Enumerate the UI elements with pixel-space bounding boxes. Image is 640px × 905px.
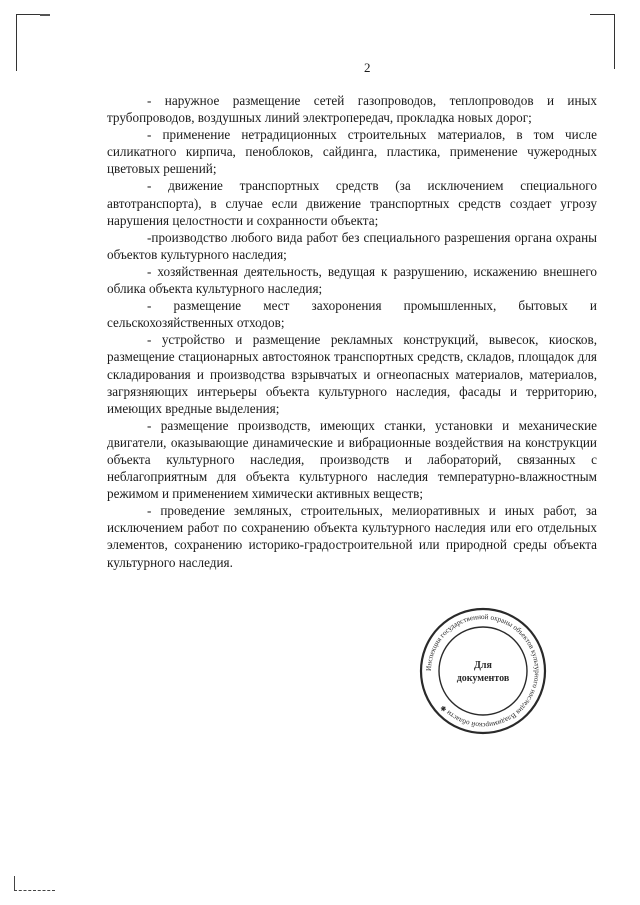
stamp-ring-text: Инспекция государственной охраны объектов культурного наследия Владимирской области ✱ <box>424 612 542 730</box>
stamp-center-line-2: документов <box>456 673 510 684</box>
scan-corner-mark-bottom-left <box>14 876 55 891</box>
stamp-center-line-1: Для <box>474 660 492 671</box>
scan-corner-mark-top-left-tick <box>40 14 50 16</box>
restriction-item: - размещение мест захоронения промышленных, бытовых и сельскохозяйственных отходов; <box>107 298 597 331</box>
restriction-item: - хозяйственная деятельность, ведущая к разрушению, искажению внешнего облика объекта культурного наследия; <box>107 263 597 297</box>
restriction-item: - размещение производств, имеющих станки, установки и механические двигатели, оказывающие динамические и вибрационные воздействия на конструкции объекта культурного наследия, производств и лабораторий, связанных с неблагоприятным для объекта культурного наследия температурно-влажностным режимом и применением химически активных веществ; <box>107 417 597 502</box>
document-body <box>107 92 597 571</box>
scan-corner-mark-top-left <box>16 14 41 71</box>
restriction-item: -производство любого вида работ без специального разрешения органа охраны объектов культурного наследия; <box>107 229 597 262</box>
restriction-item: - применение нетрадиционных строительных материалов, в том числе силикатного кирпича, пеноблоков, сайдинга, пластика, применение чужеродных цветовых решений; <box>107 127 597 177</box>
restriction-item: - движение транспортных средств (за исключением специального автотранспорта), в случае если движение транспортных средств создает угрозу нарушения целостности и сохранности объекта; <box>107 178 597 228</box>
restriction-item: - устройство и размещение рекламных конструкций, вывесок, киосков, размещение стационарных автостоянок транспортных средств, складов, площадок для складирования и производства взрывчатых и огнеопасных материалов, материалов, загрязняющих интерьеры объекта культурного наследия, фасады и территорию, имеющих вредные выделения; <box>107 332 597 416</box>
scan-corner-mark-top-right <box>590 14 615 69</box>
official-stamp <box>418 606 548 736</box>
restriction-item: - наружное размещение сетей газопроводов, теплопроводов и иных трубопроводов, воздушных линий электропередач, прокладка новых дорог; <box>107 93 597 126</box>
page-number: 2 <box>364 60 371 75</box>
restriction-item: - проведение земляных, строительных, мелиоративных и иных работ, за исключением работ по сохранению объекта культурного наследия или его отдельных элементов, сохранению историко-градостроительной или природной среды объекта культурного наследия. <box>107 503 597 570</box>
